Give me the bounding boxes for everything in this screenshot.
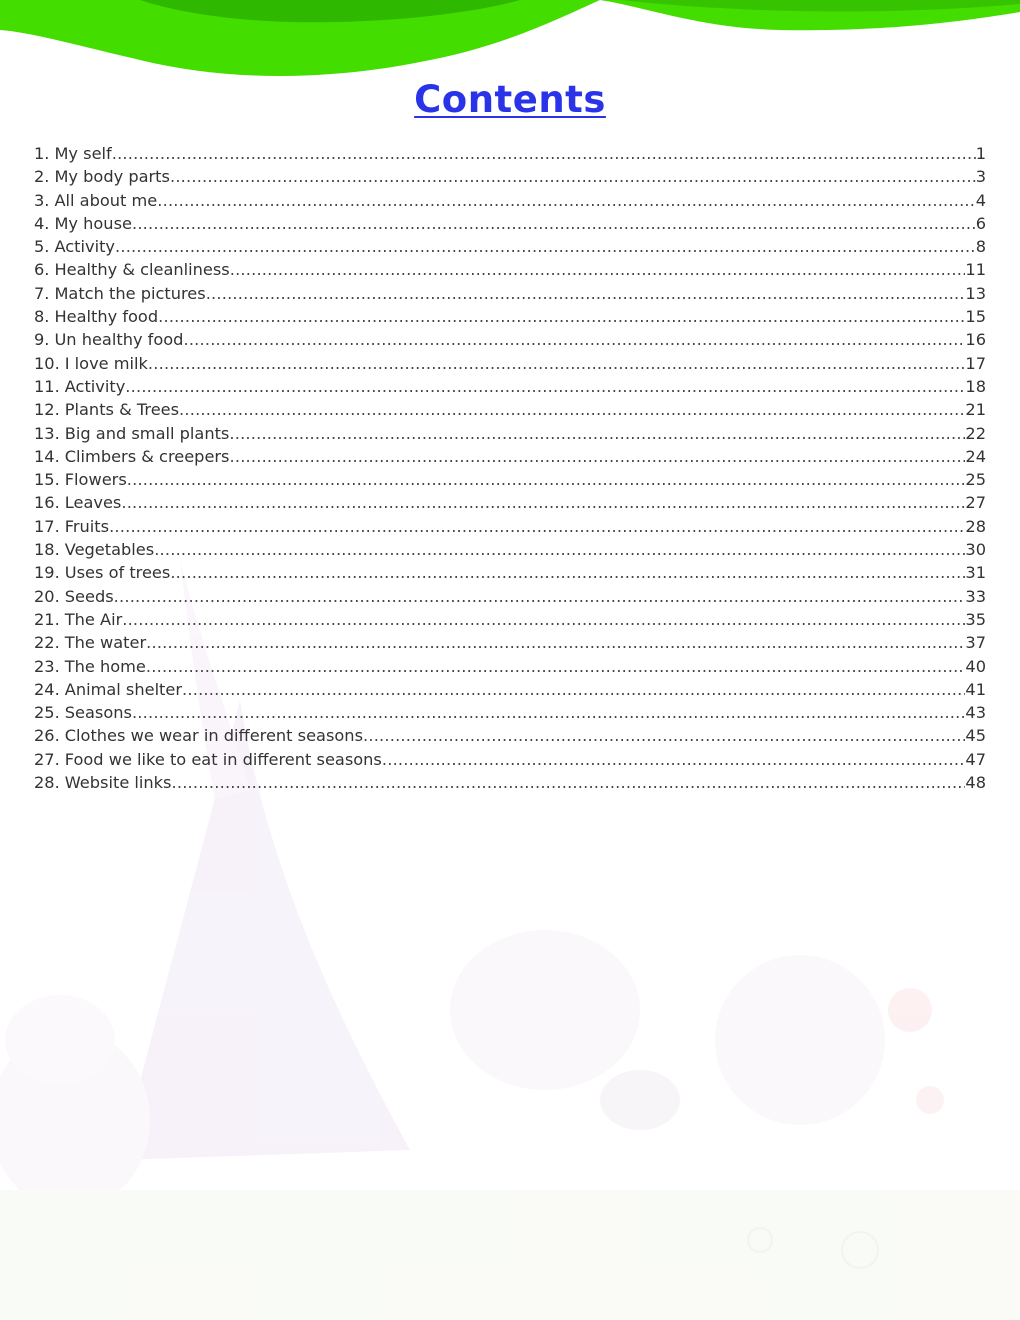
toc-entry-number: 8. [34,307,50,327]
toc-dot-leader [170,167,976,186]
toc-entry-title: My self [54,144,112,163]
toc-entry-title: Climbers & creepers [64,446,230,466]
toc-entry-number: 22. [34,633,60,653]
toc-entry[interactable] [34,610,986,633]
toc-entry-number: 10. [34,353,60,373]
toc-dot-leader [148,354,965,373]
toc-entry[interactable] [34,330,986,353]
toc-dot-leader [132,214,976,233]
toc-dot-leader [146,633,965,652]
toc-entry[interactable] [34,144,986,167]
toc-entry-number: 2. [34,167,50,187]
toc-entry-title: Match the pictures [54,283,206,303]
toc-dot-leader [170,563,965,582]
toc-entry[interactable] [34,377,986,400]
toc-entry[interactable] [34,540,986,563]
toc-dot-leader [382,750,966,769]
toc-entry-title: Food we like to eat in different seasons [64,749,382,769]
toc-page-number: 37 [965,633,986,653]
toc-entry-title: Flowers [64,470,127,490]
toc-page-number: 24 [965,446,986,466]
toc-page-number: 43 [965,703,986,723]
toc-dot-leader [158,307,965,326]
toc-dot-leader [157,191,975,210]
header-wave [0,0,1020,76]
toc-entry-number: 21. [34,609,60,629]
toc-entry-title: Website links [64,773,172,793]
toc-entry-number: 19. [34,563,60,583]
toc-entry[interactable] [34,633,986,656]
toc-entry-number: 7. [34,283,50,303]
toc-entry-number: 17. [34,516,60,536]
toc-entry-title: Clothes we wear in different seasons [64,726,364,746]
toc-entry-number: 11. [34,376,60,396]
toc-page-number: 41 [965,679,986,699]
toc-entry-number: 3. [34,190,50,210]
toc-entry[interactable] [34,260,986,283]
toc-entry[interactable] [34,424,986,447]
toc-page-number: 33 [965,586,986,606]
toc-entry-title: My house [54,213,132,233]
toc-page-number: 11 [965,260,986,280]
toc-dot-leader [229,424,965,443]
toc-entry-number: 9. [34,330,50,350]
toc-entry-number: 16. [34,493,60,513]
toc-page-number: 40 [965,656,986,676]
toc-entry-number: 24. [34,679,60,699]
toc-page-number: 48 [965,773,986,793]
table-of-contents [34,144,986,796]
toc-page-number: 30 [965,540,986,560]
toc-entry-number: 6. [34,260,50,280]
toc-entry-number: 12. [34,400,60,420]
toc-entry-title: Plants & Trees [64,400,180,420]
toc-page-number: 13 [965,283,986,303]
toc-dot-leader [363,726,965,745]
toc-entry-number: 18. [34,540,60,560]
toc-page-number: 15 [965,307,986,327]
toc-entry-title: Leaves [64,493,122,513]
toc-entry-number: 5. [34,237,50,257]
toc-dot-leader [182,680,965,699]
toc-page-number: 18 [965,376,986,396]
toc-page-number: 8 [975,237,986,257]
toc-entry-number: 20. [34,586,60,606]
toc-page-number: 17 [965,353,986,373]
toc-page-number: 35 [965,609,986,629]
toc-entry[interactable] [34,400,986,423]
toc-dot-leader [146,657,965,676]
toc-entry[interactable] [34,237,986,260]
toc-entry-title: Seasons [64,703,132,723]
toc-page-number: 1 [975,144,986,163]
toc-entry-title: All about me [54,190,158,210]
toc-entry-title: My body parts [54,167,170,187]
contents-title-link[interactable]: Contents [414,78,606,121]
toc-entry-number: 27. [34,749,60,769]
toc-entry[interactable] [34,563,986,586]
toc-entry[interactable] [34,191,986,214]
toc-entry-title: Seeds [64,586,114,606]
toc-dot-leader [121,493,965,512]
toc-page-number: 31 [965,563,986,583]
toc-dot-leader [125,377,965,396]
toc-dot-leader [115,237,976,256]
toc-entry[interactable] [34,703,986,726]
toc-page-number: 3 [975,167,986,187]
toc-entry[interactable] [34,773,986,796]
toc-entry-title: Healthy food [54,307,159,327]
toc-dot-leader [112,144,976,163]
toc-entry[interactable] [34,447,986,470]
toc-page-number: 22 [965,423,986,443]
toc-entry-number: 26. [34,726,60,746]
toc-entry[interactable] [34,750,986,773]
toc-entry-number: 4. [34,213,50,233]
toc-entry-title: Fruits [64,516,110,536]
toc-page-number: 25 [965,470,986,490]
toc-entry-title: Uses of trees [64,563,171,583]
toc-entry[interactable] [34,307,986,330]
toc-entry-title: Activity [64,376,126,396]
toc-page-number: 16 [965,330,986,350]
toc-dot-leader [114,587,966,606]
toc-entry-number: 14. [34,446,60,466]
toc-entry[interactable] [34,493,986,516]
toc-dot-leader [132,703,965,722]
toc-page-number: 4 [975,190,986,210]
toc-entry-title: Big and small plants [64,423,230,443]
toc-entry[interactable] [34,517,986,540]
toc-dot-leader [179,400,965,419]
toc-entry-title: Animal shelter [64,679,183,699]
toc-entry[interactable] [34,657,986,680]
toc-entry[interactable] [34,587,986,610]
toc-entry-title: I love milk [64,353,148,373]
toc-dot-leader [230,260,966,279]
toc-entry-number: 25. [34,703,60,723]
toc-dot-leader [183,330,965,349]
page-title [0,78,1020,121]
toc-page-number: 28 [965,516,986,536]
toc-entry[interactable] [34,284,986,307]
toc-entry[interactable] [34,214,986,237]
toc-entry[interactable] [34,680,986,703]
toc-dot-leader [230,447,966,466]
toc-entry-title: Activity [54,237,115,257]
toc-dot-leader [154,540,965,559]
toc-entry[interactable] [34,726,986,749]
toc-dot-leader [172,773,966,792]
toc-entry-title: Vegetables [64,540,155,560]
toc-dot-leader [206,284,966,303]
toc-entry-title: Healthy & cleanliness [54,260,230,280]
toc-entry-number: 13. [34,423,60,443]
toc-page-number: 27 [965,493,986,513]
toc-entry-title: The Air [64,609,123,629]
toc-entry-title: The home [64,656,146,676]
toc-page-number: 47 [965,749,986,769]
toc-entry-title: The water [64,633,147,653]
toc-entry[interactable] [34,470,986,493]
toc-entry-number: 1. [34,144,50,163]
toc-page-number: 6 [975,213,986,233]
toc-page-number: 45 [965,726,986,746]
toc-dot-leader [122,610,965,629]
toc-dot-leader [127,470,966,489]
toc-dot-leader [109,517,965,536]
toc-page-number: 21 [965,400,986,420]
toc-entry-number: 15. [34,470,60,490]
toc-entry-number: 23. [34,656,60,676]
toc-entry[interactable] [34,354,986,377]
toc-entry-number: 28. [34,773,60,793]
toc-entry[interactable] [34,167,986,190]
toc-entry-title: Un healthy food [54,330,184,350]
